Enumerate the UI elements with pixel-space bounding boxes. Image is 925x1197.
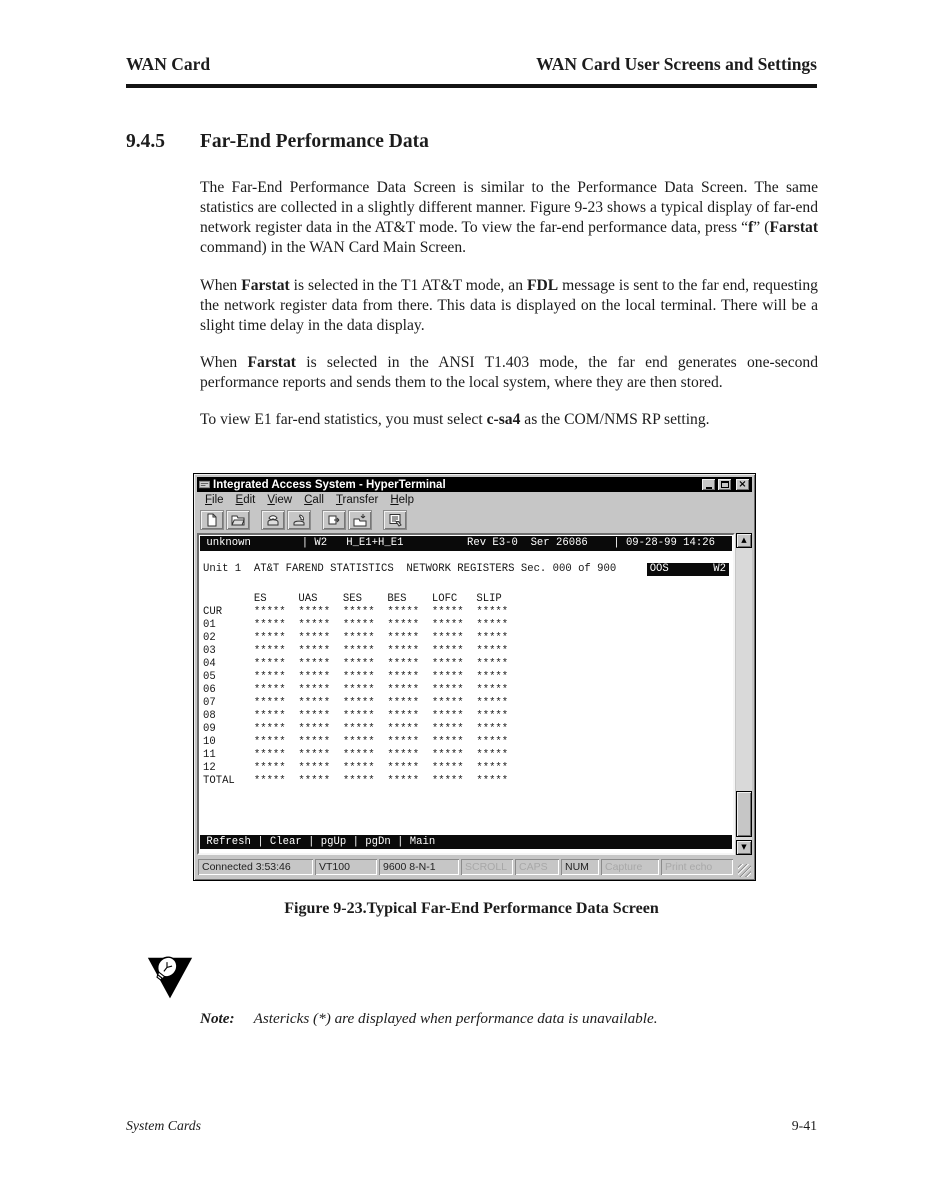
disconnect-icon <box>292 513 306 527</box>
paragraph-3: When Farstat is selected in the ANSI T1.403 mode, the far end generates one-second performance reports and sends them to the local system, where they are then stored. <box>200 354 819 391</box>
figure-caption: Figure 9-23.Typical Far-End Performance Data Screen <box>284 900 659 917</box>
paragraph-4: To view E1 far-end statistics, you must select c-sa4 as the COM/NMS RP setting. <box>200 411 710 428</box>
resize-grip[interactable] <box>738 864 751 877</box>
menu-call[interactable]: Call <box>304 493 324 506</box>
maximize-button[interactable] <box>717 478 732 491</box>
close-icon: × <box>738 479 747 490</box>
stats-row-08: 08 ***** ***** ***** ***** ***** ***** <box>203 710 521 722</box>
open-button[interactable] <box>226 510 250 530</box>
unit-line-text: Unit 1 AT&T FAREND STATISTICS NETWORK REGISTERS Sec. 000 of 900 <box>203 563 617 575</box>
menu-edit[interactable]: Edit <box>235 493 256 506</box>
stats-row-05: 05 ***** ***** ***** ***** ***** ***** <box>203 671 521 683</box>
menu-view[interactable]: View <box>267 493 293 506</box>
stats-row-09: 09 ***** ***** ***** ***** ***** ***** <box>203 723 521 735</box>
note-label: Note: <box>200 1010 235 1027</box>
section-heading <box>126 131 429 153</box>
stats-row-02: 02 ***** ***** ***** ***** ***** ***** <box>203 632 521 644</box>
menu-bar <box>197 492 752 507</box>
status-caps-lock: CAPS <box>515 859 559 875</box>
disconnect-button[interactable] <box>287 510 311 530</box>
note <box>200 1010 820 1028</box>
stats-header-row: ES UAS SES BES LOFC SLIP <box>203 593 521 605</box>
status-capture: Capture <box>601 859 659 875</box>
vertical-scrollbar[interactable] <box>736 533 752 855</box>
scroll-up-button[interactable]: ▲ <box>736 533 752 548</box>
status-num-lock: NUM <box>561 859 599 875</box>
menu-help[interactable]: Help <box>390 493 415 506</box>
receive-button[interactable] <box>348 510 372 530</box>
status-emulation: VT100 <box>315 859 377 875</box>
footer-left: System Cards <box>126 1118 201 1133</box>
section-number: 9.4.5 <box>126 131 165 152</box>
stats-row-03: 03 ***** ***** ***** ***** ***** ***** <box>203 645 521 657</box>
page-header <box>126 54 817 88</box>
page-number: 9-41 <box>791 1118 817 1133</box>
stats-row-01: 01 ***** ***** ***** ***** ***** ***** <box>203 619 521 631</box>
call-button[interactable] <box>261 510 285 530</box>
minimize-button[interactable] <box>701 478 716 491</box>
paragraph-1: The Far-End Performance Data Screen is similar to the Performance Data Screen. The same statistics are collected in a slightly different manner. Figure 9-23 shows a typical display of far-end network register data in the AT&T mode. To view the far-end performance data, press “f” (Farstat command) in the WAN Card Main Screen. <box>200 179 819 256</box>
note-icon <box>146 955 194 1002</box>
menu-transfer[interactable]: Transfer <box>335 493 379 506</box>
scroll-thumb[interactable] <box>736 791 752 837</box>
terminal-screen[interactable] <box>197 533 735 855</box>
unit-line <box>203 563 729 576</box>
note-text: Astericks (*) are displayed when performance data is unavailable. <box>253 1010 658 1027</box>
hyperterminal-icon <box>199 479 210 490</box>
terminal-client-area <box>197 533 752 855</box>
close-button[interactable] <box>735 478 750 491</box>
status-print-echo: Print echo <box>661 859 733 875</box>
status-scroll-lock: SCROLL <box>461 859 513 875</box>
stats-row-06: 06 ***** ***** ***** ***** ***** ***** <box>203 684 521 696</box>
stats-row-11: 11 ***** ***** ***** ***** ***** ***** <box>203 749 521 761</box>
stats-table <box>203 593 733 788</box>
toolbar <box>197 507 752 533</box>
paragraph-2: When Farstat is selected in the T1 AT&T mode, an FDL message is sent to the far end, requesting the network register data from there. This data is displayed on the local terminal. There will be a slight time delay in the data display. <box>200 277 818 334</box>
menu-file[interactable]: File <box>205 493 224 506</box>
properties-icon <box>388 513 402 527</box>
title-bar[interactable] <box>197 477 752 492</box>
status-connection-status: Connected 3:53:46 <box>198 859 313 875</box>
scroll-down-button[interactable]: ▼ <box>736 840 752 855</box>
properties-button[interactable] <box>383 510 407 530</box>
send-button[interactable] <box>322 510 346 530</box>
window-title: Integrated Access System - HyperTerminal <box>213 478 446 491</box>
terminal-menu-bar: Refresh | Clear | pgUp | pgDn | Main <box>200 835 732 849</box>
call-icon <box>266 513 280 527</box>
status-bar <box>197 857 752 877</box>
minimize-icon <box>706 487 712 489</box>
stats-row-07: 07 ***** ***** ***** ***** ***** ***** <box>203 697 521 709</box>
send-icon <box>327 513 341 527</box>
stats-row-10: 10 ***** ***** ***** ***** ***** ***** <box>203 736 521 748</box>
header-left: WAN Card <box>126 54 211 74</box>
receive-icon <box>353 513 367 527</box>
section-title: Far-End Performance Data <box>200 131 429 152</box>
stats-row-cur: CUR ***** ***** ***** ***** ***** ***** <box>203 606 521 618</box>
new-document-icon <box>205 513 219 527</box>
new-document-button[interactable] <box>200 510 224 530</box>
open-icon <box>231 513 245 527</box>
header-right: WAN Card User Screens and Settings <box>536 54 817 74</box>
maximize-icon <box>721 481 729 488</box>
page-footer <box>126 1118 817 1134</box>
stats-row-total: TOTAL ***** ***** ***** ***** ***** ***** <box>203 775 521 787</box>
alarm-status-badge: OOS W2 <box>647 563 729 576</box>
scroll-track[interactable] <box>736 548 752 840</box>
terminal-status-line: unknown | W2 H_E1+H_E1 Rev E3-0 Ser 26086 | 09-28-99 14:26 <box>200 536 732 551</box>
status-connection-settings: 9600 8-N-1 <box>379 859 459 875</box>
stats-row-04: 04 ***** ***** ***** ***** ***** ***** <box>203 658 521 670</box>
window-controls <box>701 478 750 491</box>
hyperterminal-window <box>193 473 756 881</box>
stats-row-12: 12 ***** ***** ***** ***** ***** ***** <box>203 762 521 774</box>
